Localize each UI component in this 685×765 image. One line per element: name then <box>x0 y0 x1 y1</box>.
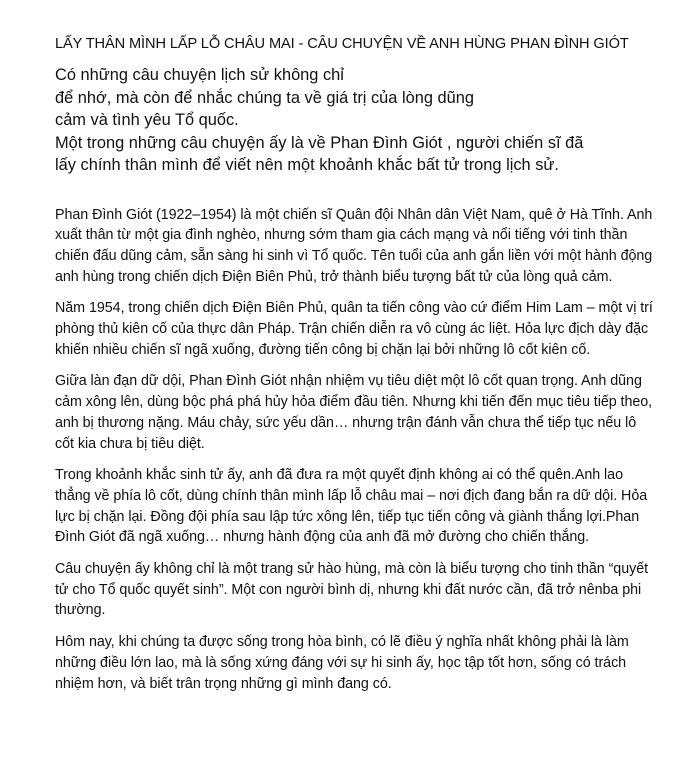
paragraph-mission: Giữa làn đạn dữ dội, Phan Đình Giót nhận nhiệm vụ tiêu diệt một lô cốt quan trọng. Anh dũng cảm xông lên, dùng bộc phá phá hủy hỏa điểm đầu tiên. Nhưng khi tiến đến mục tiêu tiếp theo, anh bị thương nặng. Máu chảy, sức yếu dần… nhưng trận đánh vẫn chưa thể tiếp tục nếu lô cốt kia chưa bị tiêu diệt. <box>55 373 653 452</box>
intro-line: Có những câu chuyện lịch sử không chỉ <box>55 66 344 84</box>
intro-line: cảm và tình yêu Tổ quốc. <box>55 111 239 129</box>
intro-line: Một trong những câu chuyện ấy là về Phan Đình Giót , người chiến sĩ đã <box>55 133 584 152</box>
paragraph-campaign: Năm 1954, trong chiến dịch Điện Biên Phủ, quân ta tiến công vào cứ điểm Him Lam – một vị trí phòng thủ kiên cố của thực dân Pháp. Trận chiến diễn ra vô cùng ác liệt. Hỏa lực địch dày đặc khiến nhiều chiến sĩ ngã xuống, đường tiến công bị chặn lại bởi những lô cốt kiên cố. <box>55 300 653 358</box>
intro-block <box>55 64 655 177</box>
paragraph-today: Hôm nay, khi chúng ta được sống trong hòa bình, có lẽ điều ý nghĩa nhất không phải là làm những điều lớn lao, mà là sống xứng đáng với sự hi sinh ấy, học tập tốt hơn, sống có trách nhiệm hơn, và biết trân trọng những gì mình đang có. <box>55 634 629 692</box>
document-page <box>55 34 655 705</box>
document-title: LẤY THÂN MÌNH LẤP LỖ CHÂU MAI - CÂU CHUYỆN VỀ ANH HÙNG PHAN ĐÌNH GIÓT <box>55 36 629 52</box>
paragraph-biography: Phan Đình Giót (1922–1954) là một chiến sĩ Quân đội Nhân dân Việt Nam, quê ở Hà Tĩnh. Anh xuất thân từ một gia đình nghèo, nhưng sớm tham gia cách mạng và nổi tiếng với tinh thần chiến đấu dũng cảm, sẵn sàng hi sinh vì Tổ quốc. Tên tuổi của anh gắn liền với một hành động anh hùng trong chiến dịch Điện Biên Phủ, trở thành biểu tượng bất tử của lòng quả cảm. <box>55 206 653 285</box>
body-text <box>55 205 655 695</box>
intro-line: lấy chính thân mình để viết nên một khoảnh khắc bất tử trong lịch sử. <box>55 156 559 174</box>
paragraph-sacrifice: Trong khoảnh khắc sinh tử ấy, anh đã đưa ra một quyết định không ai có thể quên.Anh lao thẳng về phía lô cốt, dùng chính thân mình lấp lỗ châu mai – nơi địch đang bắn ra dữ dội. Hỏa lực bị chặn lại. Đồng đội phía sau lập tức xông lên, tiếp tục tiến công và giành thắng lợi.Phan Đình Giót đã ngã xuống… nhưng hành động của anh đã mở đường cho chiến thắng. <box>55 467 648 546</box>
paragraph-symbol: Câu chuyện ấy không chỉ là một trang sử hào hùng, mà còn là biểu tượng cho tinh thần “quyết tử cho Tổ quốc quyết sinh”. Một con người bình dị, nhưng khi đất nước cần, đã trở nênba phi thường. <box>55 561 649 619</box>
intro-line: để nhớ, mà còn để nhắc chúng ta về giá trị của lòng dũng <box>55 88 474 107</box>
